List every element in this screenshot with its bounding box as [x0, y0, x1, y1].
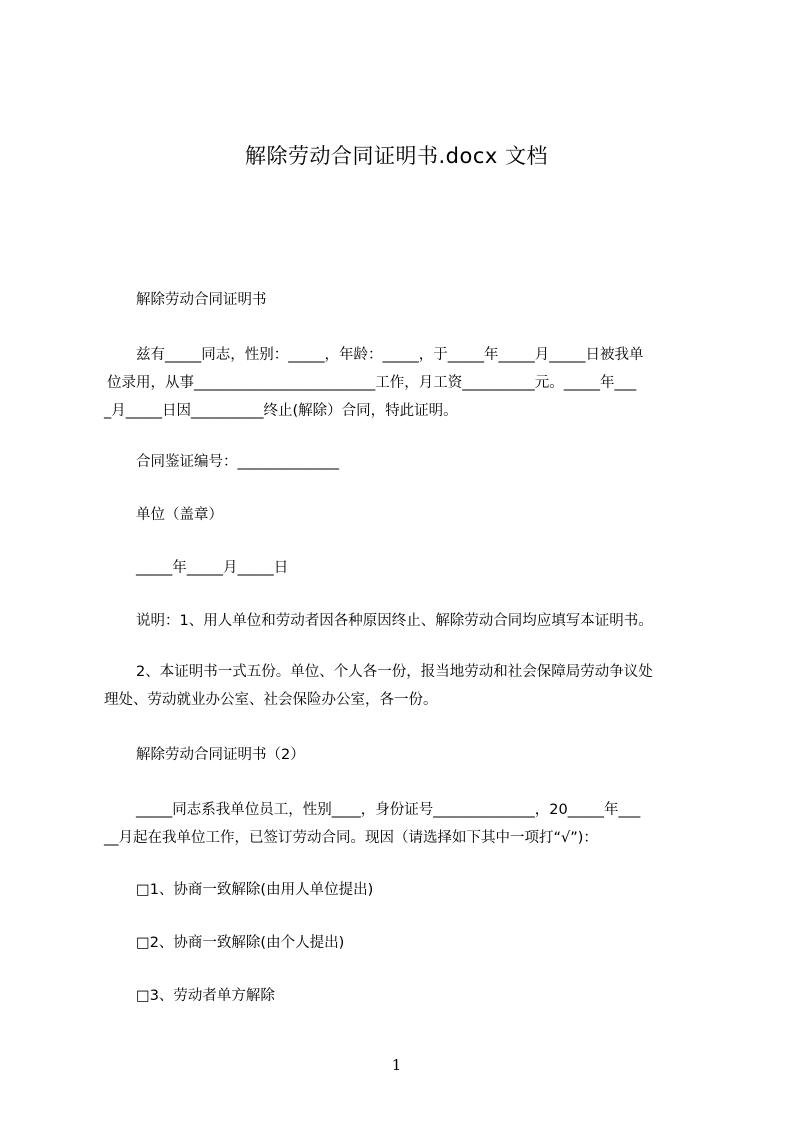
note-2-line-2: 理处、劳动就业办公室、社会保险办公室，各一份。 — [104, 692, 438, 708]
employee-paragraph — [104, 796, 704, 852]
employee-paragraph-line-1: _____同志系我单位员工，性别____，身份证号______________，20_____年___ — [136, 802, 641, 818]
contract-number-field: 合同鉴证编号：______________ — [136, 454, 339, 470]
option-1-checkbox-item: □1、协商一致解除(由用人单位提出) — [136, 882, 374, 898]
employee-paragraph-line-2: __月起在我单位工作，已签订劳动合同。现因（请选择如下其中一项打“√”)： — [104, 830, 598, 846]
note-2 — [104, 658, 704, 714]
section1-heading: 解除劳动合同证明书 — [136, 292, 267, 308]
page-number: 1 — [391, 1056, 402, 1074]
unit-seal-label: 单位（盖章） — [136, 507, 223, 523]
note-2-line-1: 2、本证明书一式五份。单位、个人各一份，报当地劳动和社会保障局劳动争议处 — [136, 664, 653, 680]
certificate-paragraph-line-2: 位录用，从事_________________________工作，月工资__________元。_____年___ — [107, 375, 637, 391]
option-3-checkbox-item: □3、劳动者单方解除 — [136, 988, 275, 1004]
certificate-paragraph-line-3: _月_____日因__________终止(解除）合同，特此证明。 — [104, 403, 458, 419]
section2-heading: 解除劳动合同证明书（2） — [136, 747, 305, 763]
document-title: 解除劳动合同证明书.docx 文档 — [244, 144, 548, 168]
note-1: 说明：1、用人单位和劳动者因各种原因终止、解除劳动合同均应填写本证明书。 — [136, 613, 653, 629]
date-line: _____年_____月_____日 — [136, 560, 289, 576]
certificate-paragraph-line-1: 兹有_____同志，性别：_____，年龄：_____，于_____年_____月_____日被我单 — [136, 347, 644, 363]
certificate-paragraph — [104, 341, 704, 425]
option-2-checkbox-item: □2、协商一致解除(由个人提出) — [136, 935, 345, 951]
